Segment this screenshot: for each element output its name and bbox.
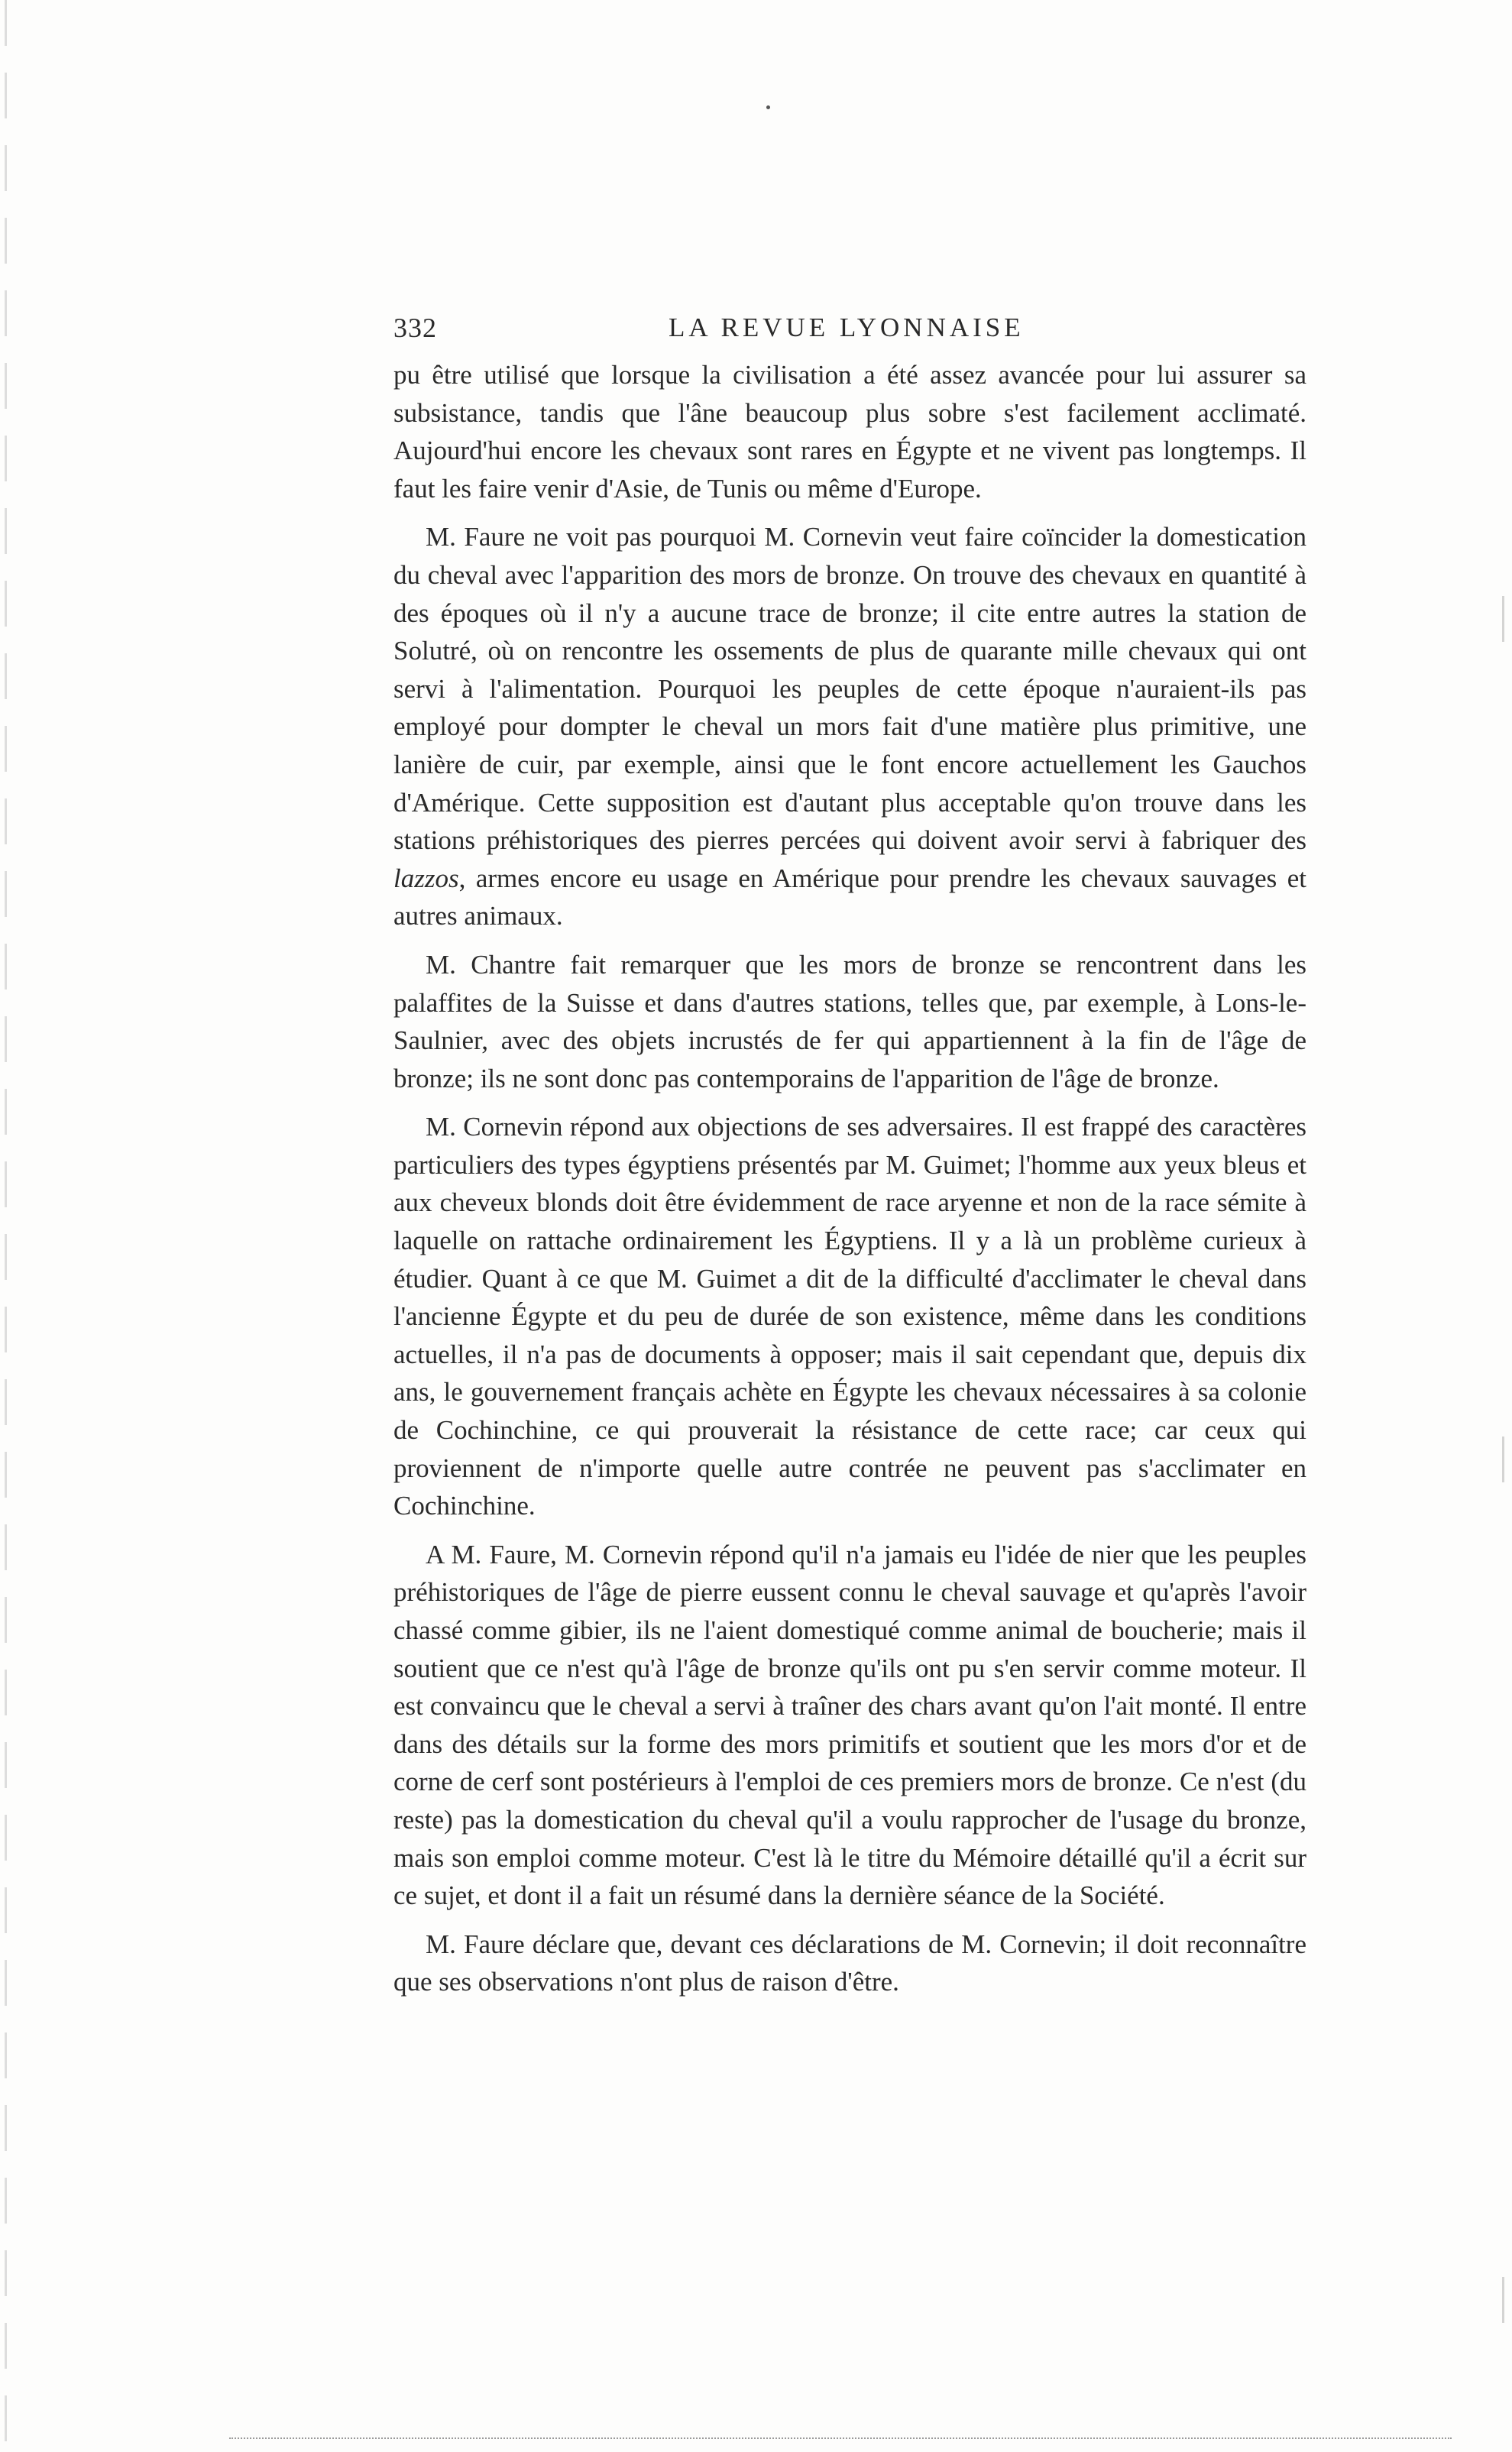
- paragraph-5: A M. Faure, M. Cornevin répond qu'il n'a jamais eu l'idée de nier que les peuples préhistoriques de l'âge de pierre eussent connu le cheval sauvage et qu'après l'avoir chassé comme gibier, ils ne l'aient domestiqué comme animal de boucherie; mais il soutient que ce n'est qu'à l'âge de bronze qu'ils ont pu s'en servir comme moteur. Il est convaincu que le cheval a servi à traîner des chars avant qu'on l'ait monté. Il entre dans des détails sur la forme des mors primitifs et soutient que les mors d'or et de corne de cerf sont postérieurs à l'emploi de ces premiers mors de bronze. Ce n'est (du reste) pas la domestication du cheval qu'il a voulu rapprocher de l'usage du bronze, mais son emploi comme moteur. C'est là le titre du Mémoire détaillé qu'il a écrit sur ce sujet, et dont il a fait un résumé dans la dernière séance de la Société.: [393, 1539, 1306, 1911]
- scan-left-edge: [5, 0, 7, 2452]
- ink-speck: [766, 105, 770, 109]
- paragraph-2-text-after: , armes encore eu usage en Amérique pour prendre les chevaux sauvages et autres animaux.: [393, 863, 1306, 931]
- paragraph-2: [393, 518, 1306, 935]
- page-header: [393, 307, 1306, 348]
- paragraph-1: pu être utilisé que lorsque la civilisation a été assez avancée pour lui assurer sa subsistance, tandis que l'âne beaucoup plus sobre s'est facilement acclimaté. Aujourd'hui encore les chevaux sont rares en Égypte et ne vivent pas longtemps. Il faut les faire venir d'Asie, de Tunis ou même d'Europe.: [393, 360, 1306, 504]
- paragraph-6: M. Faure déclare que, devant ces déclarations de M. Cornevin; il doit reconnaître que ses observations n'ont plus de raison d'être.: [393, 1929, 1306, 1997]
- scan-right-edge: [1502, 0, 1504, 2452]
- running-title: LA REVUE LYONNAISE: [669, 313, 1025, 342]
- paragraph-2-italic: lazzos: [393, 863, 459, 893]
- article-body: [393, 356, 1306, 2012]
- paragraph-3: M. Chantre fait remarquer que les mors de bronze se rencontrent dans les palaffites de la Suisse et dans d'autres stations, telles que, par exemple, à Lons-le-Saulnier, avec des objets incrustés de fer qui appartiennent à la fin de l'âge de bronze; ils ne sont donc pas contemporains de l'apparition de l'âge de bronze.: [393, 949, 1306, 1093]
- page-number: 332: [393, 313, 437, 343]
- paragraph-2-text: M. Faure ne voit pas pourquoi M. Cornevin veut faire coïncider la domestication du cheval avec l'apparition des mors de bronze. On trouve des chevaux en quantité à des époques où il n'y a aucune trace de bronze; il cite entre autres la station de Solutré, où on rencontre les ossements de plus de quarante mille chevaux qui ont servi à l'alimentation. Pourquoi les peuples de cette époque n'auraient-ils pas employé pour dompter le cheval un mors fait d'une matière plus primitive, une lanière de cuir, par exemple, ainsi que le font encore actuellement les Gauchos d'Amérique. Cette supposition est d'autant plus acceptable qu'on trouve dans les stations préhistoriques des pierres percées qui doivent avoir servi à fabriquer des: [393, 522, 1306, 856]
- bottom-scan-rule: [229, 2437, 1452, 2439]
- paragraph-4: M. Cornevin répond aux objections de ses adversaires. Il est frappé des caractères particuliers des types égyptiens présentés par M. Guimet; l'homme aux yeux bleus et aux cheveux blonds doit être évidemment de race aryenne et non de la race sémite à laquelle on rattache ordinairement les Égyptiens. Il y a là un problème curieux à étudier. Quant à ce que M. Guimet a dit de la difficulté d'acclimater le cheval dans l'ancienne Égypte et du peu de durée de son existence, même dans les conditions actuelles, il n'a pas de documents à opposer; mais il sait cependant que, depuis dix ans, le gouvernement français achète en Égypte les chevaux nécessaires à sa colonie de Cochinchine, ce qui prouverait la résistance de cette race; car ceux qui proviennent de n'importe quelle autre contrée ne peuvent pas s'acclimater en Cochinchine.: [393, 1112, 1306, 1521]
